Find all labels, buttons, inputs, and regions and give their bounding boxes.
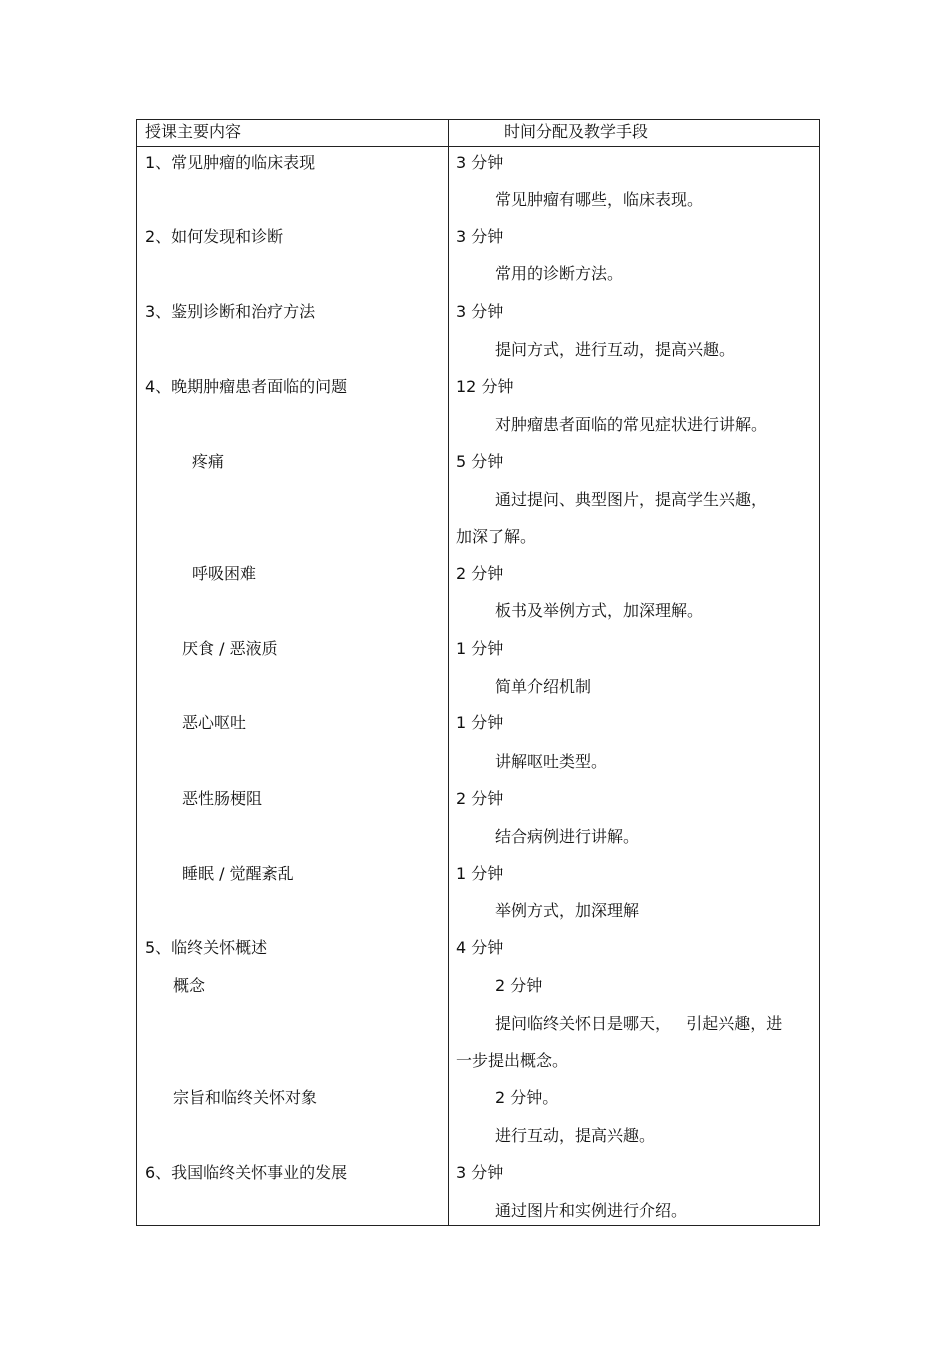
method-anorexia: 简单介绍机制 <box>495 677 592 696</box>
method-concept-line1: 提问临终关怀日是哪天， 引起兴趣，进 <box>495 1014 783 1033</box>
topic-5: 5、临终关怀概述 <box>145 938 268 957</box>
method-3: 提问方式，进行互动，提高兴趣。 <box>495 340 736 359</box>
method-2: 常用的诊断方法。 <box>495 264 624 283</box>
time-sleep: 1 分钟 <box>456 864 504 883</box>
subtopic-nausea: 恶心呕吐 <box>182 713 247 732</box>
topic-2: 2、如何发现和诊断 <box>145 227 284 246</box>
method-dyspnea: 板书及举例方式，加深理解。 <box>495 601 704 620</box>
time-anorexia: 1 分钟 <box>456 639 504 658</box>
subtopic-concept: 概念 <box>173 976 206 995</box>
time-2: 3 分钟 <box>456 227 504 246</box>
time-nausea: 1 分钟 <box>456 713 504 732</box>
method-6: 通过图片和实例进行介绍。 <box>495 1201 688 1220</box>
time-1: 3 分钟 <box>456 153 504 172</box>
method-4: 对肿瘤患者面临的常见症状进行讲解。 <box>495 415 768 434</box>
header-content: 授课主要内容 <box>145 122 242 141</box>
time-6: 3 分钟 <box>456 1163 504 1182</box>
topic-4: 4、晚期肿瘤患者面临的问题 <box>145 377 348 396</box>
column-divider <box>448 120 449 1225</box>
time-purpose: 2 分钟。 <box>495 1088 559 1107</box>
time-5: 4 分钟 <box>456 938 504 957</box>
topic-6: 6、我国临终关怀事业的发展 <box>145 1163 348 1182</box>
method-1: 常见肿瘤有哪些，临床表现。 <box>495 190 704 209</box>
method-nausea: 讲解呕吐类型。 <box>495 752 608 771</box>
subtopic-obstruction: 恶性肠梗阻 <box>182 789 263 808</box>
header-divider <box>137 146 819 147</box>
time-3: 3 分钟 <box>456 302 504 321</box>
method-pain-line1: 通过提问、典型图片，提高学生兴趣， <box>495 490 768 509</box>
method-purpose: 进行互动，提高兴趣。 <box>495 1126 656 1145</box>
subtopic-dyspnea: 呼吸困难 <box>192 564 257 583</box>
subtopic-anorexia: 厌食 / 恶液质 <box>182 639 278 658</box>
subtopic-sleep: 睡眠 / 觉醒紊乱 <box>182 864 294 883</box>
header-time: 时间分配及教学手段 <box>504 122 649 141</box>
time-dyspnea: 2 分钟 <box>456 564 504 583</box>
time-4: 12 分钟 <box>456 377 514 396</box>
subtopic-purpose: 宗旨和临终关怀对象 <box>173 1088 318 1107</box>
subtopic-pain: 疼痛 <box>192 452 225 471</box>
time-pain: 5 分钟 <box>456 452 504 471</box>
method-pain-line2: 加深了解。 <box>456 527 537 546</box>
lesson-plan-table <box>136 119 820 1226</box>
topic-1: 1、常见肿瘤的临床表现 <box>145 153 316 172</box>
method-obstruction: 结合病例进行讲解。 <box>495 827 640 846</box>
time-obstruction: 2 分钟 <box>456 789 504 808</box>
time-concept: 2 分钟 <box>495 976 543 995</box>
method-sleep: 举例方式，加深理解 <box>495 901 640 920</box>
topic-3: 3、鉴别诊断和治疗方法 <box>145 302 316 321</box>
method-concept-line2: 一步提出概念。 <box>456 1051 569 1070</box>
